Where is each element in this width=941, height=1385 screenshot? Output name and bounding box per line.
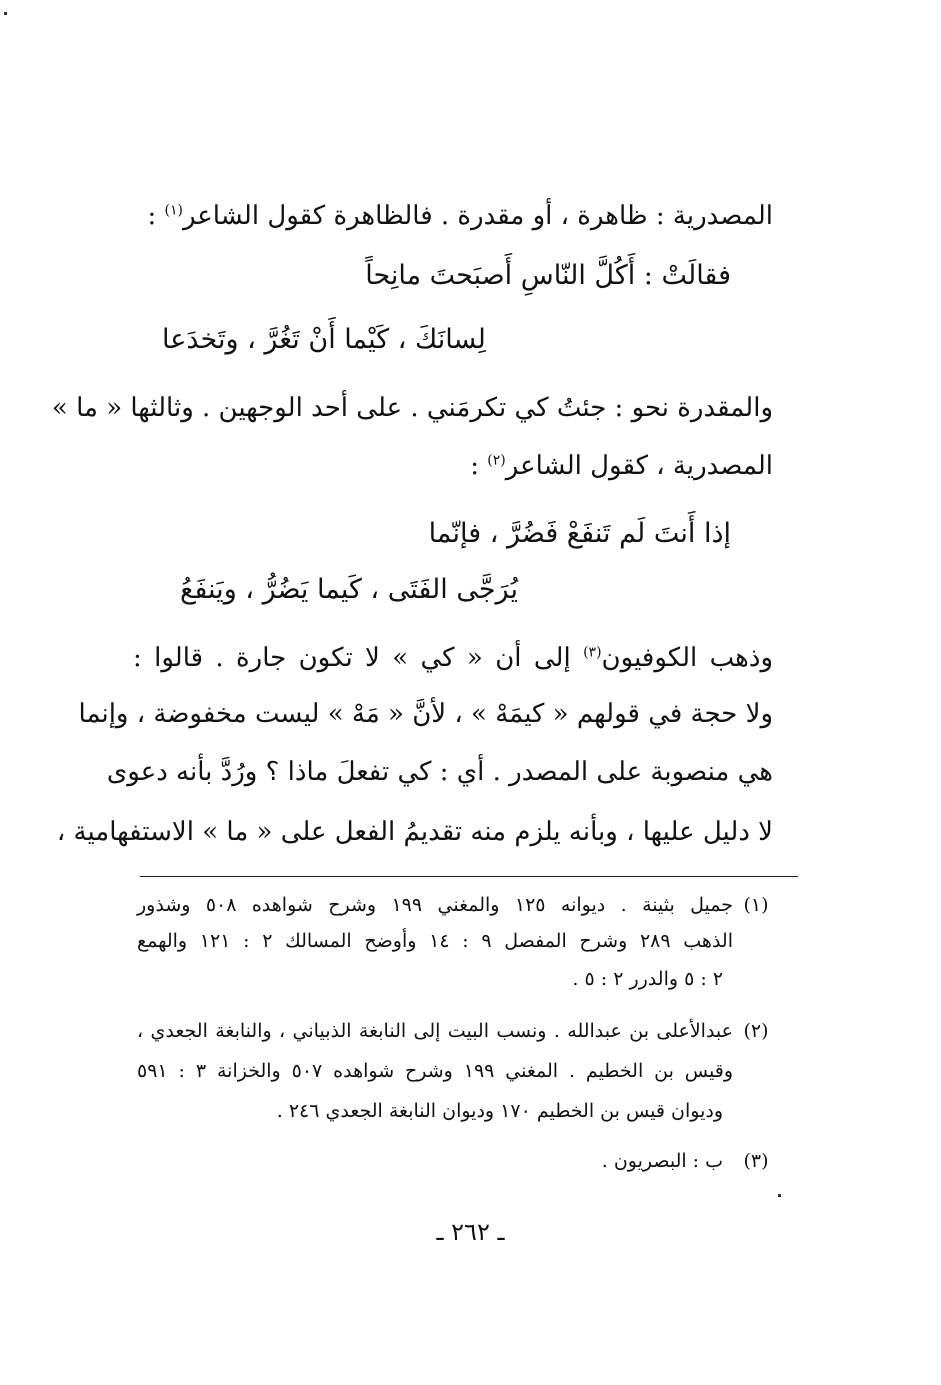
body-line-8-start: وذهب الكوفيون xyxy=(601,643,774,673)
body-line-1 xyxy=(133,196,773,236)
footnote-ref-3: (٣) xyxy=(583,644,602,661)
verse-2a-text: إذا أَنتَ لَم تَنفَعْ فَضُرَّ ، فإنّما xyxy=(428,518,731,549)
footnote-separator xyxy=(140,876,798,877)
footnote-1-line-2: الذهب ٢٨٩ وشرح المفصل ٩ : ١٤ وأوضح المسالك ٢ : ١٢١ والهمع xyxy=(137,930,733,952)
footnote-1-number: (١) xyxy=(743,894,769,916)
body-line-1-text: المصدرية : ظاهرة ، أو مقدرة . فالظاهرة كقول الشاعر xyxy=(182,201,773,231)
body-line-10: هي منصوبة على المصدر . أي : كي تفعلَ ماذا ؟ ورُدَّ بأنه دعوى xyxy=(106,757,773,787)
scan-speck xyxy=(4,12,7,15)
body-colon: : xyxy=(147,201,157,231)
verse-2-first-hemistich xyxy=(429,514,731,554)
footnote-3-number: (٣) xyxy=(743,1150,769,1172)
footnote-ref-2: (٢) xyxy=(487,452,506,469)
verse-2b-text: يُرَجَّى الفَتَى ، كَيما يَضُرُّ ، ويَنفَعُ xyxy=(180,574,518,605)
verse-2-second-hemistich xyxy=(180,570,518,610)
verse-1-first-hemistich xyxy=(365,256,731,296)
verse-1-second-hemistich xyxy=(162,320,486,360)
footnote-2-line-3: وديوان قيس بن الخطيم ١٧٠ وديوان النابغة الجعدي ٢٤٦ . xyxy=(276,1100,723,1122)
verse-1b-text: لِسانَكَ ، كَيْما أَنْ تَغُرَّ ، وتَخدَعا xyxy=(162,324,486,355)
body-line-8-rest: إلى أن « كي » لا تكون جارة . قالوا : xyxy=(133,643,571,673)
body-colon-2: : xyxy=(470,451,479,481)
footnote-2-number: (٢) xyxy=(743,1020,769,1042)
footnote-3-line-1: ب : البصريون . xyxy=(601,1150,723,1172)
scan-speck-2 xyxy=(778,1194,781,1197)
footnote-1-line-1: جميل بثينة . ديوانه ١٢٥ والمغني ١٩٩ وشرح شواهده ٥٠٨ وشذور xyxy=(137,894,733,916)
page-number: ـ ٢٦٢ ـ xyxy=(436,1218,505,1246)
body-line-11: لا دليل عليها ، وبأنه يلزم منه تقديمُ الفعل على « ما » الاستفهامية ، xyxy=(56,817,773,847)
footnote-2-line-1: عبدالأعلى بن عبدالله . ونسب البيت إلى النابغة الذبياني ، والنابغة الجعدي ، xyxy=(137,1020,733,1042)
body-line-8 xyxy=(133,638,773,678)
body-line-4: والمقدرة نحو : جئتُ كي تكرمَني . على أحد الوجهين . وثالثها « ما » xyxy=(51,393,773,423)
footnote-1-line-3: ٢ : ٥ والدرر ٢ : ٥ . xyxy=(572,968,723,990)
footnote-2-line-2: وقيس بن الخطيم . المغني ١٩٩ وشرح شواهده ٥٠٧ والخزانة ٣ : ٥٩١ xyxy=(137,1060,733,1082)
footnote-ref-1: (١) xyxy=(164,202,183,219)
body-line-5 xyxy=(133,446,773,486)
body-line-9: ولا حجة في قولهم « كيمَهْ » ، لأنَّ « مَهْ » ليست مخفوضة ، وإنما xyxy=(78,699,773,729)
body-line-5-text: المصدرية ، كقول الشاعر xyxy=(505,451,773,481)
verse-1a-text: فقالَتْ : أَكُلَّ النّاسِ أَصبَحتَ مانِحاً xyxy=(365,260,731,291)
